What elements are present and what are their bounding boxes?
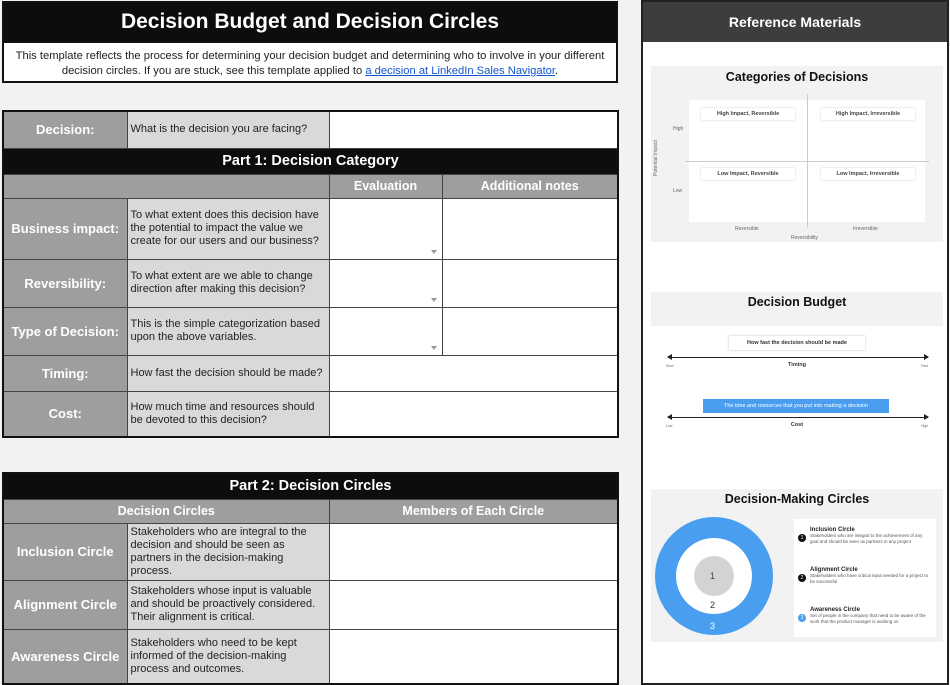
- dropdown-arrow-icon[interactable]: [431, 298, 437, 302]
- timing-left: Slow: [666, 364, 674, 368]
- evaluation-dropdown[interactable]: [329, 259, 442, 307]
- row-prompt: Stakeholders whose input is valuable and should be proactively considered. Their alignment is critical.: [127, 580, 329, 629]
- x-tick-irreversible: Irreversible: [853, 226, 878, 232]
- table-row-awareness: [3, 629, 618, 684]
- decision-label: Decision:: [3, 111, 127, 148]
- row-prompt: How fast the decision should be made?: [127, 355, 329, 391]
- intro-body: This template reflects the process for determining your decision budget and determining who to involve in your different decision circles. If you are stuck, see this template applied to: [15, 50, 605, 77]
- row-prompt: How much time and resources should be devoted to this decision?: [127, 391, 329, 437]
- page-title: Decision Budget and Decision Circles: [4, 3, 616, 43]
- part2-title: Part 2: Decision Circles: [3, 473, 618, 499]
- reference-panel: [641, 0, 949, 685]
- decision-row: [3, 111, 618, 148]
- budget-box: [651, 326, 943, 446]
- members-input[interactable]: [329, 523, 618, 580]
- x-tick-reversible: Reversible: [735, 226, 759, 232]
- evaluation-dropdown[interactable]: [329, 198, 442, 259]
- cost-input[interactable]: [329, 391, 618, 437]
- timing-caption: How fast the decision should be made: [729, 336, 865, 350]
- decision-table: [2, 110, 619, 438]
- horizontal-axis: [685, 161, 929, 162]
- quadrant-grid: [689, 100, 925, 222]
- table-row-type-of-decision: [3, 307, 618, 355]
- ring-number-1: 1: [710, 571, 716, 581]
- row-prompt: To what extent does this decision have the potential to impact the value we create for our users and our business?: [127, 198, 329, 259]
- members-input[interactable]: [329, 629, 618, 684]
- categories-title: Categories of Decisions: [725, 70, 869, 84]
- decision-prompt: What is the decision you are facing?: [127, 111, 329, 148]
- notes-input[interactable]: [442, 198, 618, 259]
- row-label: Type of Decision:: [3, 307, 127, 355]
- row-prompt: Stakeholders who are integral to the decision and should be seen as partners in the decision-making process.: [127, 523, 329, 580]
- ring-number-3: 3: [710, 621, 716, 631]
- legend-item-inclusion: [798, 527, 932, 545]
- y-tick-high: High: [673, 126, 684, 132]
- timing-right: Fast: [921, 364, 928, 368]
- dropdown-arrow-icon[interactable]: [431, 346, 437, 350]
- quadrant-high-irreversible: High Impact, Irreversible: [821, 108, 915, 120]
- row-label: Business impact:: [3, 198, 127, 259]
- reference-title: Reference Materials: [643, 2, 947, 42]
- cost-caption: The time and resources that you put into making a decision: [703, 399, 889, 413]
- evaluation-dropdown[interactable]: [329, 307, 442, 355]
- row-prompt: Stakeholders who need to be kept informed of the decision-making process and outcomes.: [127, 629, 329, 684]
- table-row-reversibility: [3, 259, 618, 307]
- timing-label: Timing: [788, 362, 806, 368]
- circles-title: Decision-Making Circles: [724, 492, 870, 506]
- row-label: Reversibility:: [3, 259, 127, 307]
- legend-desc: Set of people in the company that need to be aware of the work that the product manager is working on: [810, 613, 926, 624]
- ring-number-2: 2: [710, 600, 716, 610]
- cost-label: Cost: [790, 422, 804, 428]
- cost-right: High: [921, 424, 929, 428]
- table-row-inclusion: [3, 523, 618, 580]
- row-label: Timing:: [3, 355, 127, 391]
- part1-title: Part 1: Decision Category: [3, 148, 618, 174]
- intro-text: [4, 43, 616, 79]
- legend-desc: Stakeholders who are integral to the achievement of any goal and should be seen as partners in any project: [810, 533, 923, 544]
- row-prompt: This is the simple categorization based upon the above variables.: [127, 307, 329, 355]
- row-label: Cost:: [3, 391, 127, 437]
- notes-input[interactable]: [442, 307, 618, 355]
- column-header-circles: Decision Circles: [3, 499, 329, 523]
- members-input[interactable]: [329, 580, 618, 629]
- timing-arrow: [668, 357, 928, 358]
- column-header-members: Members of Each Circle: [329, 499, 618, 523]
- quadrant-high-reversible: High Impact, Reversible: [701, 108, 795, 120]
- circles-table: [2, 472, 619, 685]
- table-row-cost: [3, 391, 618, 437]
- legend-item-alignment: [798, 567, 932, 585]
- notes-input[interactable]: [442, 259, 618, 307]
- number-3-icon: 3: [798, 614, 806, 622]
- y-axis-label: Potential Impact: [653, 140, 659, 176]
- part2-header-row: [3, 473, 618, 499]
- table-row-business-impact: [3, 198, 618, 259]
- title-box: [2, 1, 618, 83]
- column-header-notes: Additional notes: [442, 174, 618, 198]
- circles-legend: [794, 519, 936, 637]
- y-tick-low: Low: [673, 188, 683, 194]
- legend-desc: Stakeholders who have critical input needed for a project to be successful: [810, 573, 929, 584]
- part1-header-row: [3, 148, 618, 174]
- legend-item-awareness: [798, 607, 932, 625]
- table-row-alignment: [3, 580, 618, 629]
- quadrant-low-irreversible: Low Impact, Irreversible: [821, 168, 915, 180]
- categories-diagram: [651, 66, 943, 242]
- decision-input[interactable]: [329, 111, 618, 148]
- row-label: Alignment Circle: [3, 580, 127, 629]
- row-prompt: To what extent are we able to change direction after making this decision?: [127, 259, 329, 307]
- legend-title: Inclusion Circle: [810, 527, 855, 533]
- dropdown-arrow-icon[interactable]: [431, 250, 437, 254]
- column-header-blank: [3, 174, 329, 198]
- x-axis-label: Reversibility: [791, 235, 818, 241]
- cost-arrow: [668, 417, 928, 418]
- table-row-timing: [3, 355, 618, 391]
- number-1-icon: 1: [798, 534, 806, 542]
- legend-title: Awareness Circle: [810, 607, 860, 613]
- part2-column-headers: [3, 499, 618, 523]
- quadrant-low-reversible: Low Impact, Reversible: [701, 168, 795, 180]
- legend-title: Alignment Circle: [810, 567, 858, 573]
- column-header-evaluation: Evaluation: [329, 174, 442, 198]
- number-2-icon: 2: [798, 574, 806, 582]
- row-label: Inclusion Circle: [3, 523, 127, 580]
- budget-diagram: [651, 292, 943, 446]
- intro-end: .: [555, 65, 559, 77]
- part1-column-headers: [3, 174, 618, 198]
- linkedin-example-link[interactable]: a decision at LinkedIn Sales Navigator: [365, 65, 556, 77]
- circles-diagram: [651, 489, 943, 642]
- timing-input[interactable]: [329, 355, 618, 391]
- row-label: Awareness Circle: [3, 629, 127, 684]
- budget-title: Decision Budget: [747, 295, 847, 309]
- cost-left: Low: [666, 424, 673, 428]
